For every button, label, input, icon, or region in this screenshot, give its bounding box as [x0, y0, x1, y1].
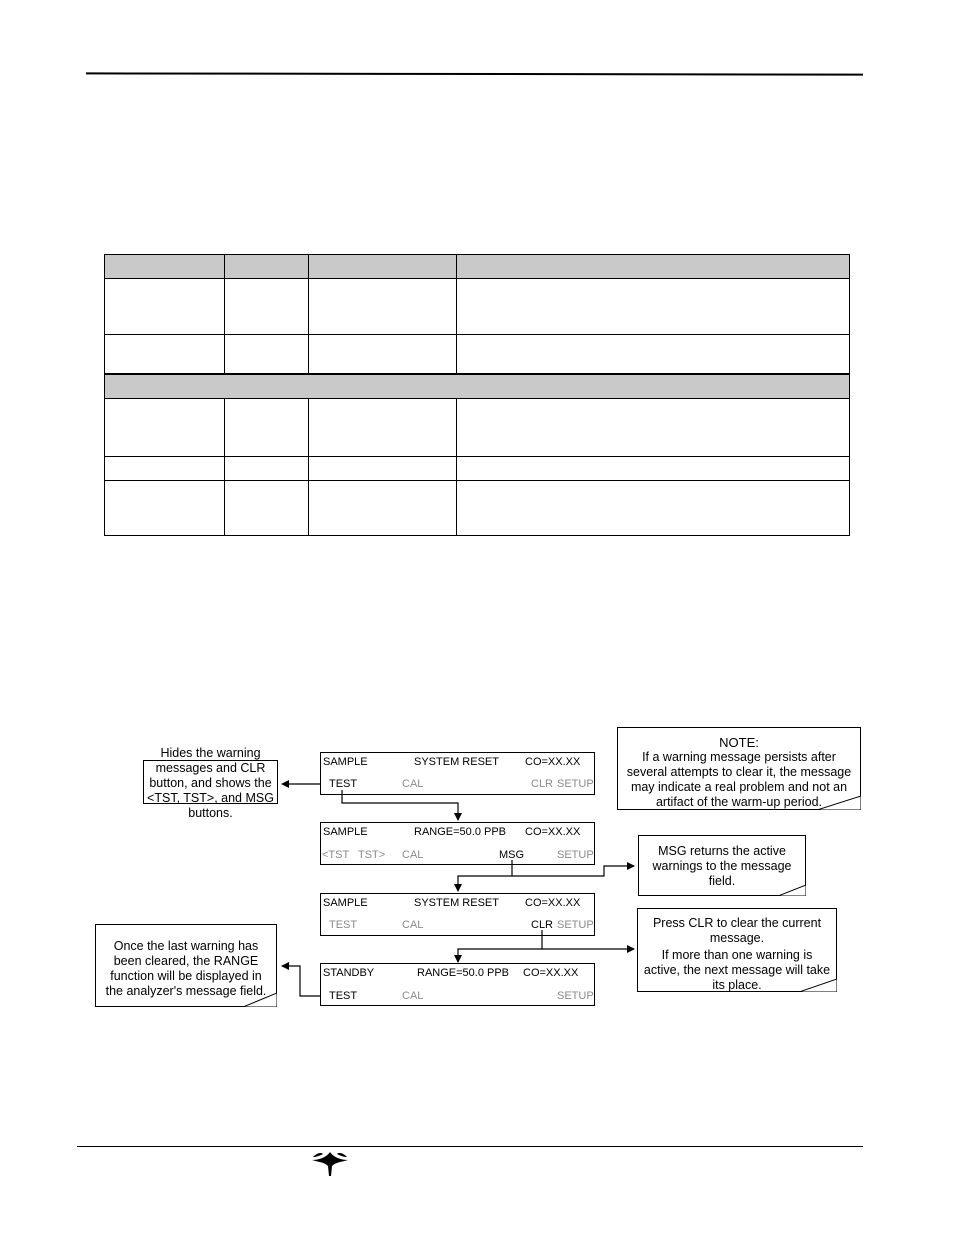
page-fold-icon [243, 993, 277, 1007]
tst-next-button[interactable]: TST> [358, 849, 386, 861]
test-button[interactable]: TEST [329, 919, 358, 931]
lcd-screen-4 [320, 963, 595, 1006]
cal-button[interactable]: CAL [402, 990, 424, 1002]
press-clr-text-1: Press CLR to clear the current message. [652, 916, 822, 945]
once-cleared-callout [95, 924, 277, 1007]
msg-button[interactable]: MSG [499, 849, 525, 861]
msg-returns-callout [638, 835, 806, 896]
message-field: SYSTEM RESET [414, 756, 499, 768]
clr-button[interactable]: CLR [531, 778, 554, 790]
status-label: STANDBY [323, 967, 375, 979]
page-fold-icon [817, 796, 861, 810]
test-button[interactable]: TEST [329, 778, 358, 790]
note-title: NOTE: [719, 735, 759, 750]
note-callout [617, 727, 861, 810]
concentration-field: CO=XX.XX [525, 826, 581, 838]
concentration-field: CO=XX.XX [523, 967, 579, 979]
setup-button[interactable]: SETUP [557, 778, 594, 790]
message-field: SYSTEM RESET [414, 897, 499, 909]
cal-button[interactable]: CAL [402, 778, 424, 790]
setup-button[interactable]: SETUP [557, 919, 594, 931]
cal-button[interactable]: CAL [402, 849, 424, 861]
status-label: SAMPLE [323, 826, 368, 838]
company-logo-icon [310, 1150, 350, 1178]
test-button[interactable]: TEST [329, 990, 358, 1002]
lcd-screen-3 [320, 893, 595, 936]
page-fold-icon [778, 885, 806, 896]
lcd-screen-1 [320, 752, 595, 795]
setup-button[interactable]: SETUP [557, 849, 594, 861]
once-cleared-text: Once the last warning has been cleared, the RANGE function will be displayed in the analyzer's message field. [105, 939, 267, 998]
note-body: If a warning message persists after several attempts to clear it, the message may indicate a real problem and not an artifact of the warm-up period. [626, 750, 852, 809]
message-field: RANGE=50.0 PPB [417, 967, 510, 979]
hides-callout-text: Hides the warning messages and CLR button, and shows the <TST, TST>, and MSG buttons. [147, 746, 274, 820]
status-label: SAMPLE [323, 897, 368, 909]
tst-prev-button[interactable]: <TST [322, 849, 350, 861]
clr-button[interactable]: CLR [531, 919, 554, 931]
press-clr-callout [637, 908, 837, 992]
cal-button[interactable]: CAL [402, 919, 424, 931]
concentration-field: CO=XX.XX [525, 897, 581, 909]
press-clr-text-2: If more than one warning is active, the next message will take its place. [643, 948, 831, 992]
status-label: SAMPLE [323, 756, 368, 768]
msg-returns-text: MSG returns the active warnings to the message field. [652, 844, 792, 888]
lcd-screen-2 [320, 822, 595, 865]
concentration-field: CO=XX.XX [525, 756, 581, 768]
setup-button[interactable]: SETUP [557, 990, 594, 1002]
page-fold-icon [799, 979, 837, 992]
message-field: RANGE=50.0 PPB [414, 826, 507, 838]
